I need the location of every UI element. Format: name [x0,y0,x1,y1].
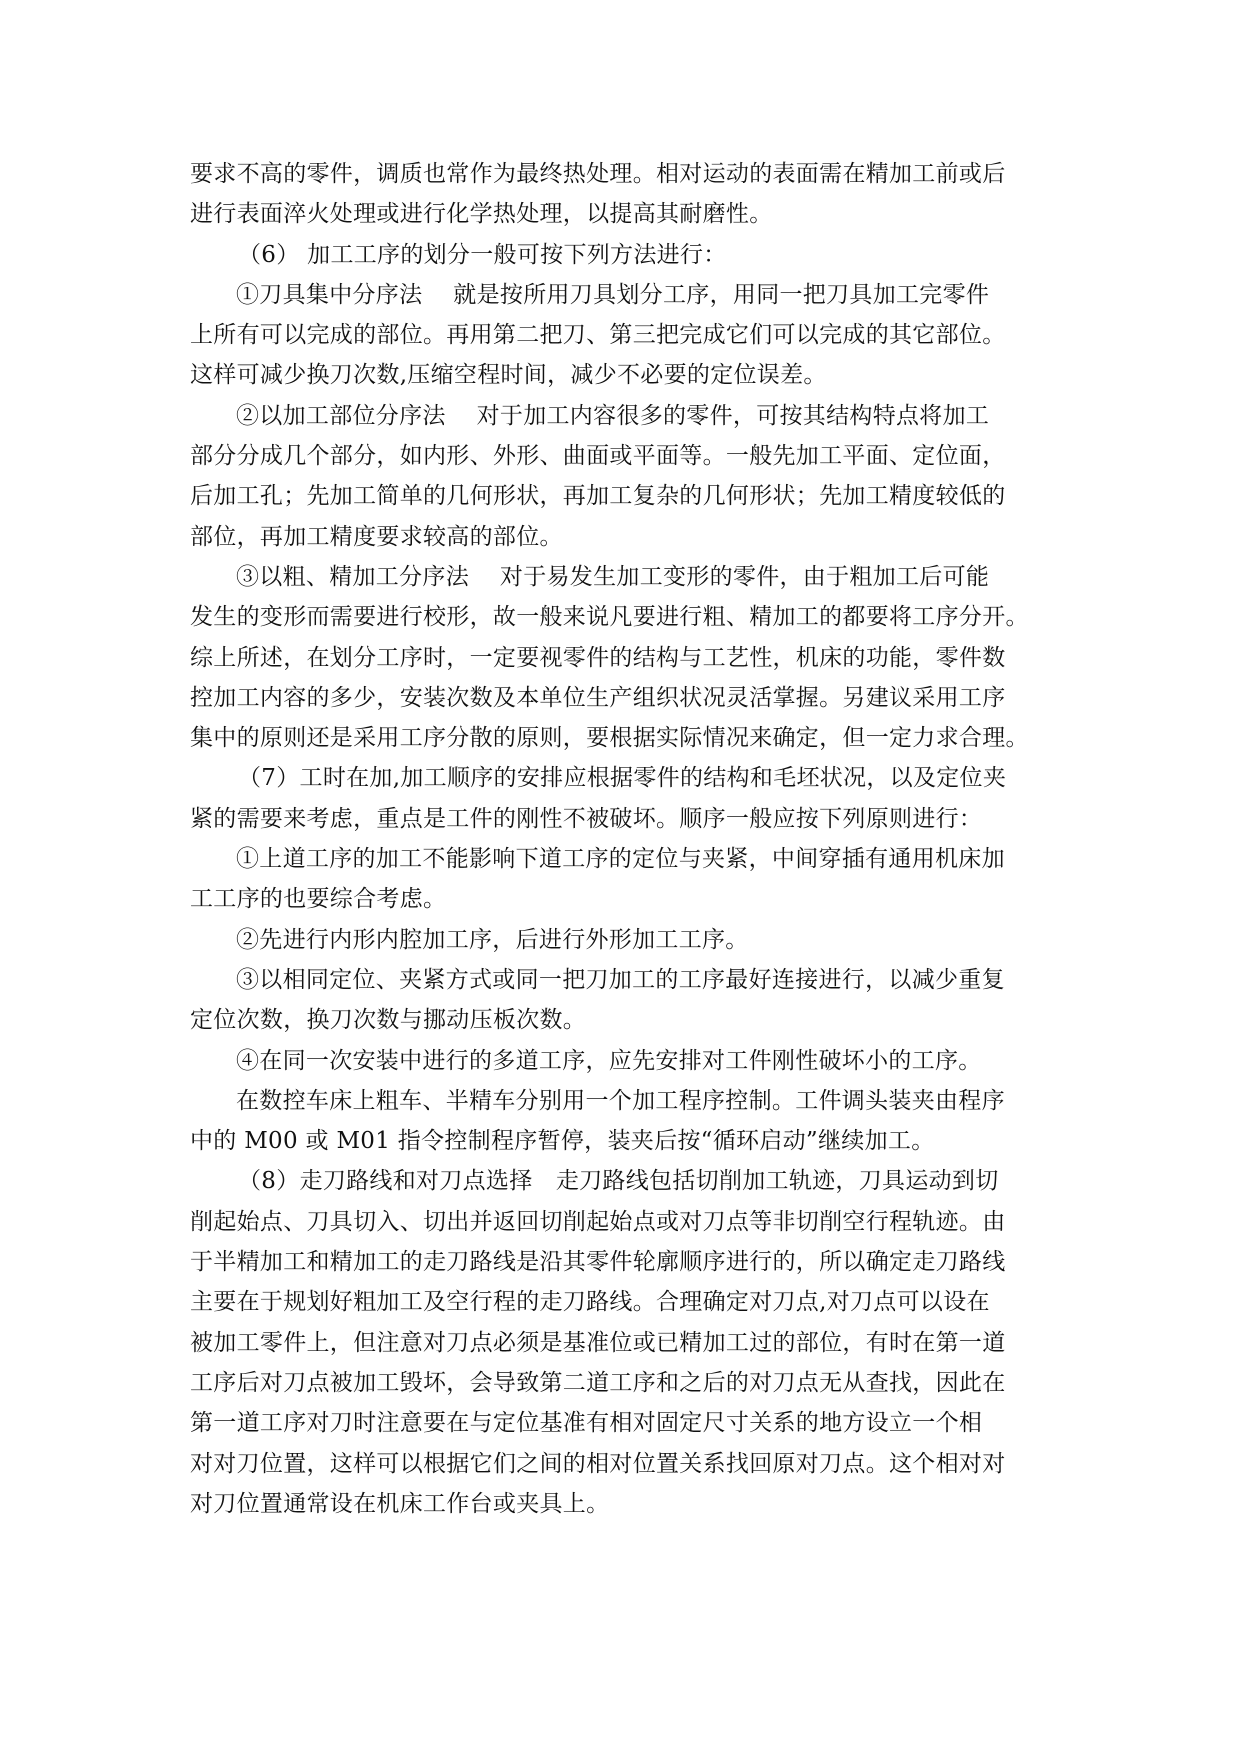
text-line: 上所有可以完成的部位。再用第二把刀、第三把完成它们可以完成的其它部位。 [190,322,1006,349]
text-line: 于半精加工和精加工的走刀路线是沿其零件轮廓顺序进行的，所以确定走刀路线 [190,1249,1006,1276]
text-line: 工工序的也要综合考虑。 [190,886,447,913]
text-line: ①刀具集中分序法 就是按所用刀具划分工序，用同一把刀具加工完零件 [236,281,990,308]
text-line: ①上道工序的加工不能影响下道工序的定位与夹紧，中间穿插有通用机床加 [236,846,1005,873]
text-line: 综上所述，在划分工序时，一定要视零件的结构与工艺性，机床的功能，零件数 [190,644,1006,671]
text-line: 部分分成几个部分，如内形、外形、曲面或平面等。一般先加工平面、定位面， [190,443,1006,470]
text-line: 主要在于规划好粗加工及空行程的走刀路线。合理确定对刀点,对刀点可以设在 [190,1289,990,1316]
text-line: ④在同一次安装中进行的多道工序，应先安排对工件刚性破坏小的工序。 [236,1047,982,1074]
text-line: 这样可减少换刀次数,压缩空程时间，减少不必要的定位误差。 [190,362,827,389]
text-line: 工序后对刀点被加工毁坏，会导致第二道工序和之后的对刀点无从查找，因此在 [190,1369,1006,1396]
section-heading-7: （7）工时在加,加工顺序的安排应根据零件的结构和毛坯状况，以及定位夹 [238,765,1007,792]
text-line: 进行表面淬火处理或进行化学热处理，以提高其耐磨性。 [190,201,773,228]
text-line: ③以粗、精加工分序法 对于易发生加工变形的零件，由于粗加工后可能 [236,563,990,590]
section-heading-6: （6） 加工工序的划分一般可按下列方法进行： [238,241,727,268]
text-line: 第一道工序对刀时注意要在与定位基准有相对固定尺寸关系的地方设立一个相 [190,1410,983,1437]
text-line: 削起始点、刀具切入、切出并返回切削起始点或对刀点等非切削空行程轨迹。由 [190,1208,1006,1235]
document-page [190,154,1060,1524]
text-line: 发生的变形而需要进行校形，故一般来说凡要进行粗、精加工的都要将工序分开。 [190,604,1029,631]
text-line: 在数控车床上粗车、半精车分别用一个加工程序控制。工件调头装夹由程序 [236,1087,1005,1114]
text-line: ②先进行内形内腔加工序，后进行外形加工工序。 [236,926,749,953]
text-line: 对对刀位置，这样可以根据它们之间的相对位置关系找回原对刀点。这个相对对 [190,1450,1006,1477]
text-line: ②以加工部位分序法 对于加工内容很多的零件，可按其结构特点将加工 [236,402,990,429]
text-line: ③以相同定位、夹紧方式或同一把刀加工的工序最好连接进行，以减少重复 [236,966,1005,993]
section-heading-8: （8）走刀路线和对刀点选择 走刀路线包括切削加工轨迹，刀具运动到切 [238,1168,999,1195]
text-line: 紧的需要来考虑，重点是工件的刚性不被破坏。顺序一般应按下列原则进行： [190,805,983,832]
text-line: 定位次数，换刀次数与挪动压板次数。 [190,1007,587,1034]
text-line: 被加工零件上，但注意对刀点必须是基准位或已精加工过的部位，有时在第一道 [190,1329,1006,1356]
text-line: 控加工内容的多少，安装次数及本单位生产组织状况灵活掌握。另建议采用工序 [190,684,1006,711]
text-line: 中的 M00 或 M01 指令控制程序暂停，装夹后按“循环启动”继续加工。 [190,1128,935,1155]
text-line: 集中的原则还是采用工序分散的原则，要根据实际情况来确定，但一定力求合理。 [190,725,1029,752]
text-line: 对刀位置通常设在机床工作台或夹具上。 [190,1490,610,1517]
text-line: 部位，再加工精度要求较高的部位。 [190,523,563,550]
text-line: 要求不高的零件，调质也常作为最终热处理。相对运动的表面需在精加工前或后 [190,161,1006,187]
text-line: 后加工孔；先加工简单的几何形状，再加工复杂的几何形状；先加工精度较低的 [190,483,1006,510]
